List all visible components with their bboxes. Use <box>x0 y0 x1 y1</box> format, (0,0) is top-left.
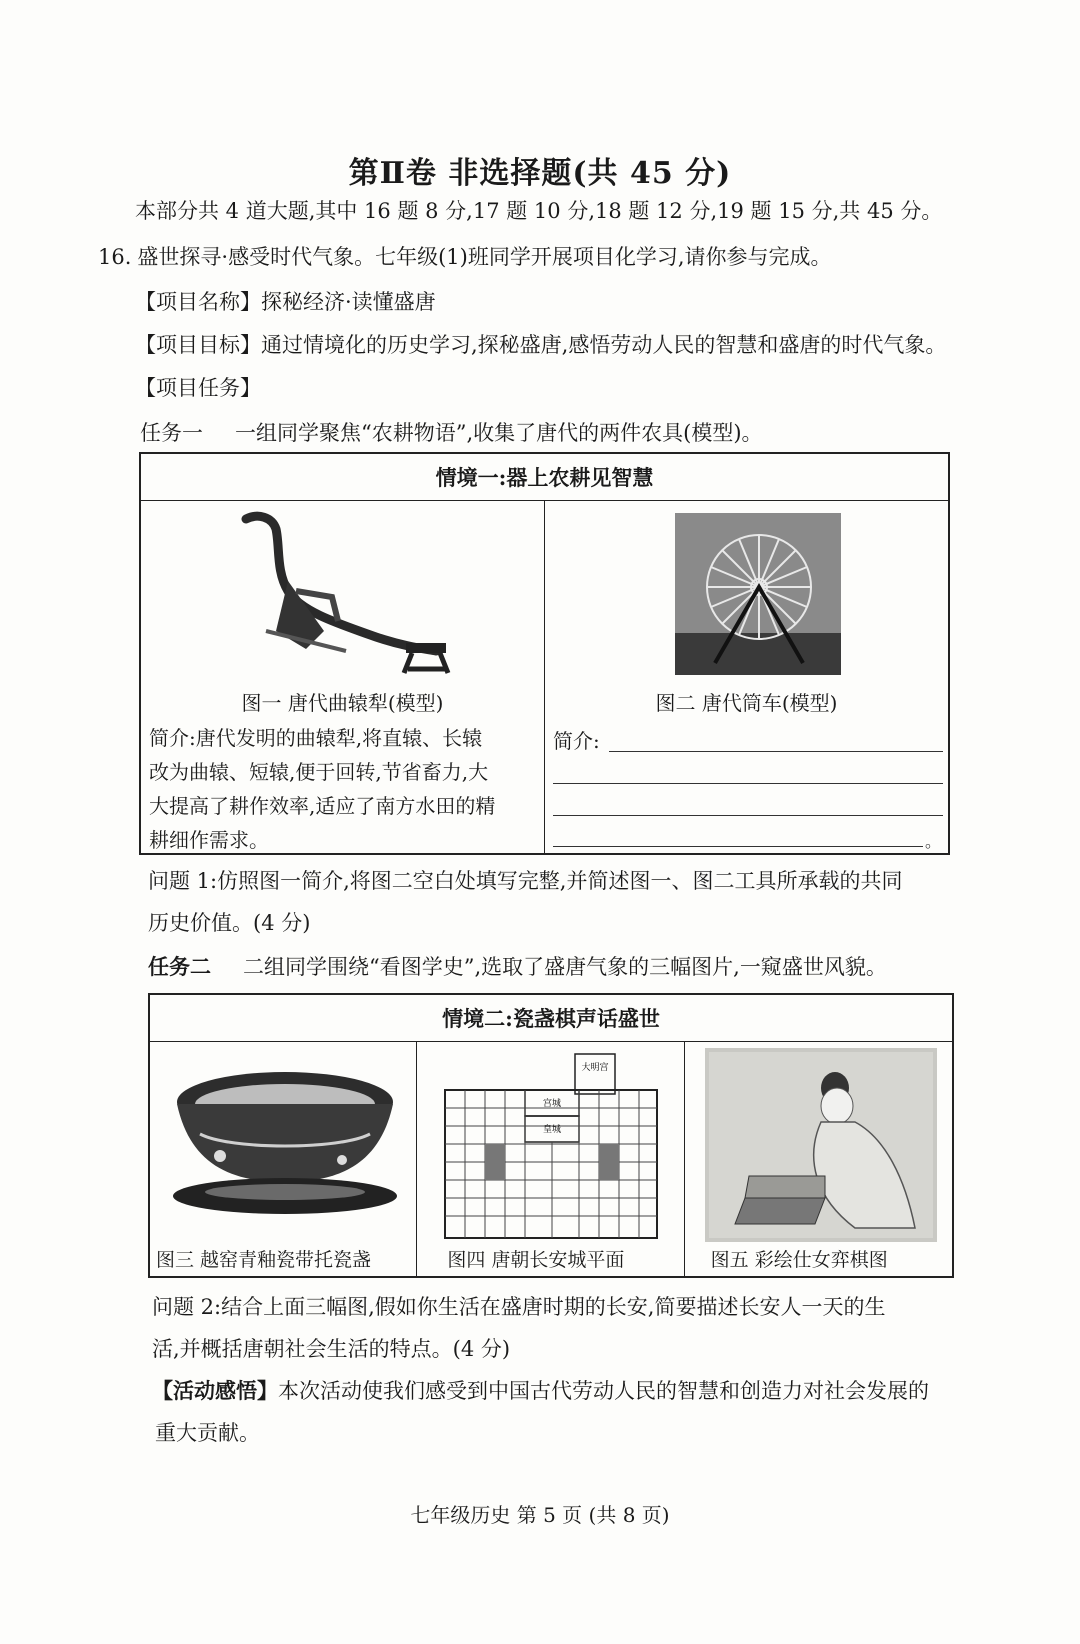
answer-blank-line[interactable] <box>553 846 923 847</box>
map-label: 宫城 <box>543 1099 562 1109</box>
curved-plough-image <box>236 511 466 679</box>
celadon-cup-image <box>170 1064 400 1224</box>
project-name-value: 探秘经济·读懂盛唐 <box>261 290 436 314</box>
changan-map-image <box>441 1050 661 1240</box>
question-1-line: 问题 1:仿照图一简介,将图二空白处填写完整,并简述图一、图二工具所承载的共同 <box>148 869 903 893</box>
question-stem-text: 盛世探寻·感受时代气象。七年级(1)班同学开展项目化学习,请你参与完成。 <box>137 245 832 269</box>
answer-end-mark: 。 <box>924 832 941 851</box>
map-label: 大明宫 <box>581 1063 609 1073</box>
page-footer: 七年级历史 第 5 页 (共 8 页) <box>410 1503 670 1527</box>
project-goal-value: 通过情境化的历史学习,探秘盛唐,感悟劳动人民的智慧和盛唐的时代气象。 <box>261 333 947 357</box>
water-wheel-image <box>675 513 841 675</box>
project-goal-label: 【项目目标】 <box>135 333 261 357</box>
figure-3-caption: 图三 越窑青釉瓷带托瓷盏 <box>156 1249 372 1271</box>
answer-blank-line[interactable] <box>553 815 943 816</box>
reflection-text-line-2: 重大贡献。 <box>155 1421 260 1445</box>
figure-1-cell <box>141 501 544 853</box>
figure-2-caption: 图二 唐代筒车(模型) <box>655 691 838 715</box>
map-label: 皇城 <box>543 1125 562 1135</box>
task-1-text: 一组同学聚焦“农耕物语”,收集了唐代的两件农具(模型)。 <box>235 421 763 445</box>
scene-1-box <box>139 452 950 855</box>
task-1-label: 任务一 <box>140 421 203 445</box>
figure-1-caption: 图一 唐代曲辕犁(模型) <box>241 691 444 715</box>
question-2-line: 活,并概括唐朝社会生活的特点。(4 分) <box>152 1337 511 1361</box>
scene-2-box <box>148 993 954 1278</box>
reflection-label: 【活动感悟】 <box>152 1378 278 1403</box>
figure-1-desc-line: 耕细作需求。 <box>149 828 269 852</box>
task-1 <box>140 418 763 448</box>
figure-4-caption: 图四 唐朝长安城平面 <box>447 1249 625 1271</box>
question-number: 16. <box>98 245 132 269</box>
project-task-label: 【项目任务】 <box>135 376 261 400</box>
question-16-stem <box>98 242 832 272</box>
figure-1-desc-line: 大提高了耕作效率,适应了南方水田的精 <box>149 794 496 818</box>
figure-5-caption: 图五 彩绘仕女弈棋图 <box>710 1249 888 1271</box>
figure-5-cell <box>685 1042 952 1276</box>
figure-2-desc-label: 简介: <box>552 729 600 753</box>
section-intro: 本部分共 4 道大题,其中 16 题 8 分,17 题 10 分,18 题 12 分,19 题 15 分,共 45 分。 <box>135 199 943 223</box>
project-name <box>135 287 436 317</box>
reflection-text: 本次活动使我们感受到中国古代劳动人民的智慧和创造力对社会发展的 <box>278 1379 929 1403</box>
figure-4-cell <box>417 1042 683 1276</box>
reflection <box>152 1376 929 1406</box>
scene-1-header: 情境一:器上农耕见智慧 <box>140 453 949 501</box>
section-title: 第Ⅱ卷 非选择题(共 45 分) <box>348 156 732 191</box>
figure-1-desc-line: 简介:唐代发明的曲辕犁,将直辕、长辕 <box>149 726 483 750</box>
task-2-label: 任务二 <box>148 954 211 979</box>
figure-2-cell <box>545 501 948 853</box>
task-2 <box>148 952 887 982</box>
answer-blank-line[interactable] <box>553 783 943 784</box>
question-1-line: 历史价值。(4 分) <box>148 911 311 935</box>
project-name-label: 【项目名称】 <box>135 290 261 314</box>
figure-1-desc-line: 改为曲辕、短辕,便于回转,节省畜力,大 <box>149 760 489 784</box>
figure-3-cell <box>150 1042 416 1276</box>
figure-1-description <box>149 721 541 857</box>
task-2-text: 二组同学围绕“看图学史”,选取了盛唐气象的三幅图片,一窥盛世风貌。 <box>243 955 887 979</box>
answer-blank-line[interactable] <box>609 751 943 752</box>
scene-2-header: 情境二:瓷盏棋声话盛世 <box>149 994 953 1042</box>
project-goal <box>135 330 946 360</box>
lady-playing-go-painting <box>705 1048 937 1242</box>
question-2-line: 问题 2:结合上面三幅图,假如你生活在盛唐时期的长安,简要描述长安人一天的生 <box>152 1295 886 1319</box>
